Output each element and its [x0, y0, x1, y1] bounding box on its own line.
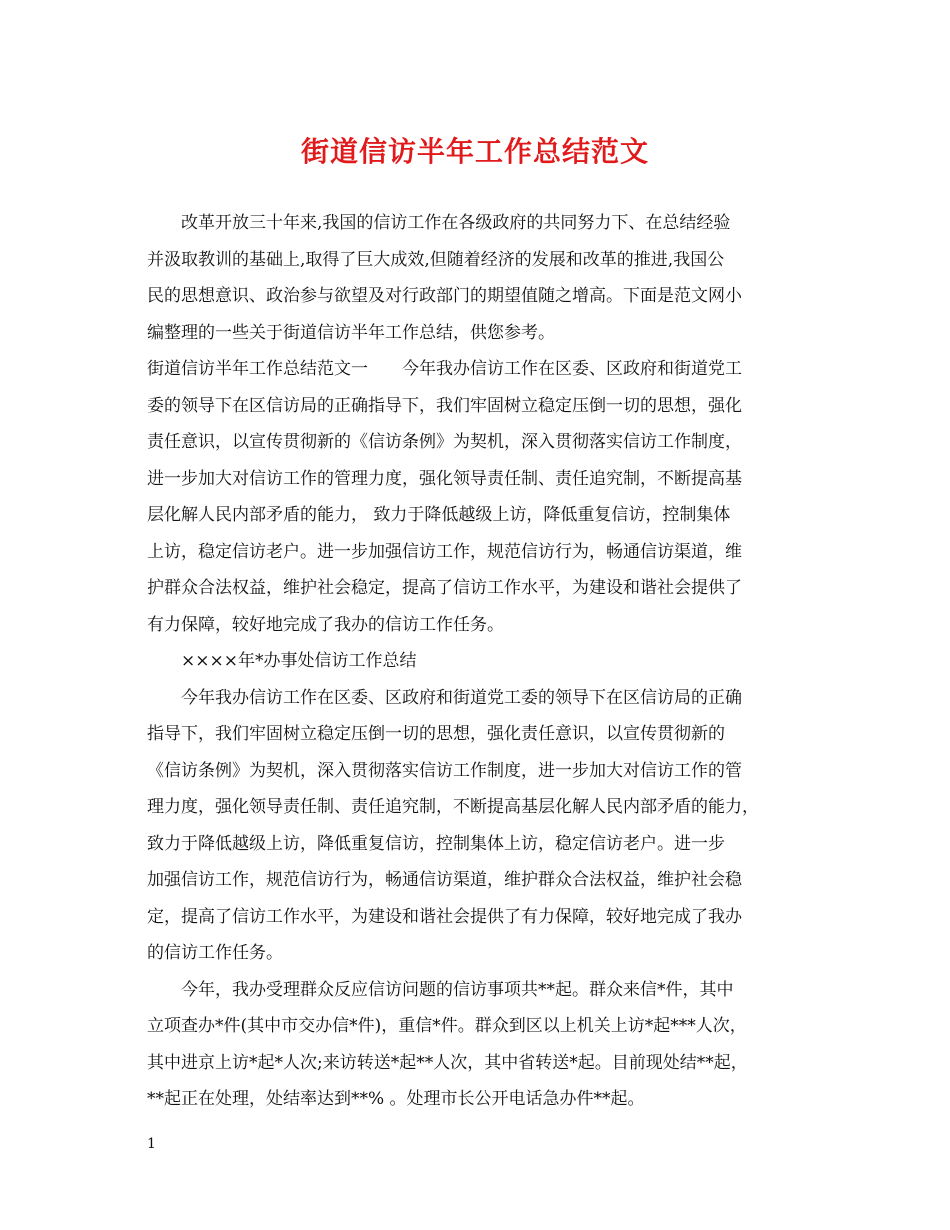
text-line: 指导下，我们牢固树立稳定压倒一切的思想，强化责任意识，以宣传贯彻新的 [147, 724, 725, 744]
document-body [147, 205, 807, 1118]
document-title: 街道信访半年工作总结范文 [300, 135, 649, 168]
text-line: 委的领导下在区信访局的正确指导下，我们牢固树立稳定压倒一切的思想，强化 [147, 395, 742, 416]
text-line: 加强信访工作，规范信访行为，畅通信访渠道，维护群众合法权益，维护社会稳 [147, 870, 742, 890]
text-line: 定，提高了信访工作水平，为建设和谐社会提供了有力保障，较好地完成了我办 [147, 906, 742, 927]
text-line: 民的思想意识、政治参与欲望及对行政部门的期望值随之增高。下面是范文网小 [147, 286, 742, 306]
text-line: 理力度，强化领导责任制、责任追究制，不断提高基层化解人民内部矛盾的能力， [147, 797, 759, 817]
text-line: 层化解人民内部矛盾的能力， 致力于降低越级上访，降低重复信访，控制集体 [147, 505, 731, 525]
text-line: 改革开放三十年来,我国的信访工作在各级政府的共同努力下、在总结经验 [147, 213, 731, 233]
text-line: 街道信访半年工作总结范文一 今年我办信访工作在区委、区政府和街道党工 [147, 359, 742, 379]
text-line: 责任意识，以宣传贯彻新的《信访条例》为契机，深入贯彻落实信访工作制度， [147, 432, 742, 452]
page-number: 1 [147, 1136, 156, 1152]
text-line: **起正在处理，处结率达到**% 。处理市长公开电话急办件**起。 [147, 1089, 645, 1109]
text-line: 今年我办信访工作在区委、区政府和街道党工委的领导下在区信访局的正确 [147, 687, 742, 708]
text-line: 的信访工作任务。 [147, 943, 283, 963]
text-line: 有力保障，较好地完成了我办的信访工作任务。 [147, 614, 504, 635]
text-line: ××××年*办事处信访工作总结 [147, 651, 417, 671]
text-line: 今年，我办受理群众反应信访问题的信访事项共**起。群众来信*件，其中 [147, 979, 734, 1000]
text-line: 其中进京上访*起*人次;来访转送*起**人次，其中省转送*起。目前现处结**起， [147, 1052, 748, 1073]
text-line: 护群众合法权益，维护社会稳定，提高了信访工作水平，为建设和谐社会提供了 [147, 578, 742, 598]
text-line: 进一步加大对信访工作的管理力度，强化领导责任制、责任追究制，不断提高基 [147, 468, 742, 489]
text-line: 上访，稳定信访老户。进一步加强信访工作，规范信访行为，畅通信访渠道，维 [147, 541, 742, 562]
text-line: 并汲取教训的基础上,取得了巨大成效,但随着经济的发展和改革的推进,我国公 [147, 249, 725, 270]
text-line: 立项查办*件(其中市交办信*件)，重信*件。群众到区以上机关上访*起***人次， [147, 1016, 747, 1036]
text-line: 《信访条例》为契机，深入贯彻落实信访工作制度，进一步加大对信访工作的管 [147, 760, 742, 781]
text-line: 编整理的一些关于街道信访半年工作总结，供您参考。 [147, 322, 555, 343]
text-line: 致力于降低越级上访，降低重复信访，控制集体上访，稳定信访老户。进一步 [147, 833, 725, 854]
